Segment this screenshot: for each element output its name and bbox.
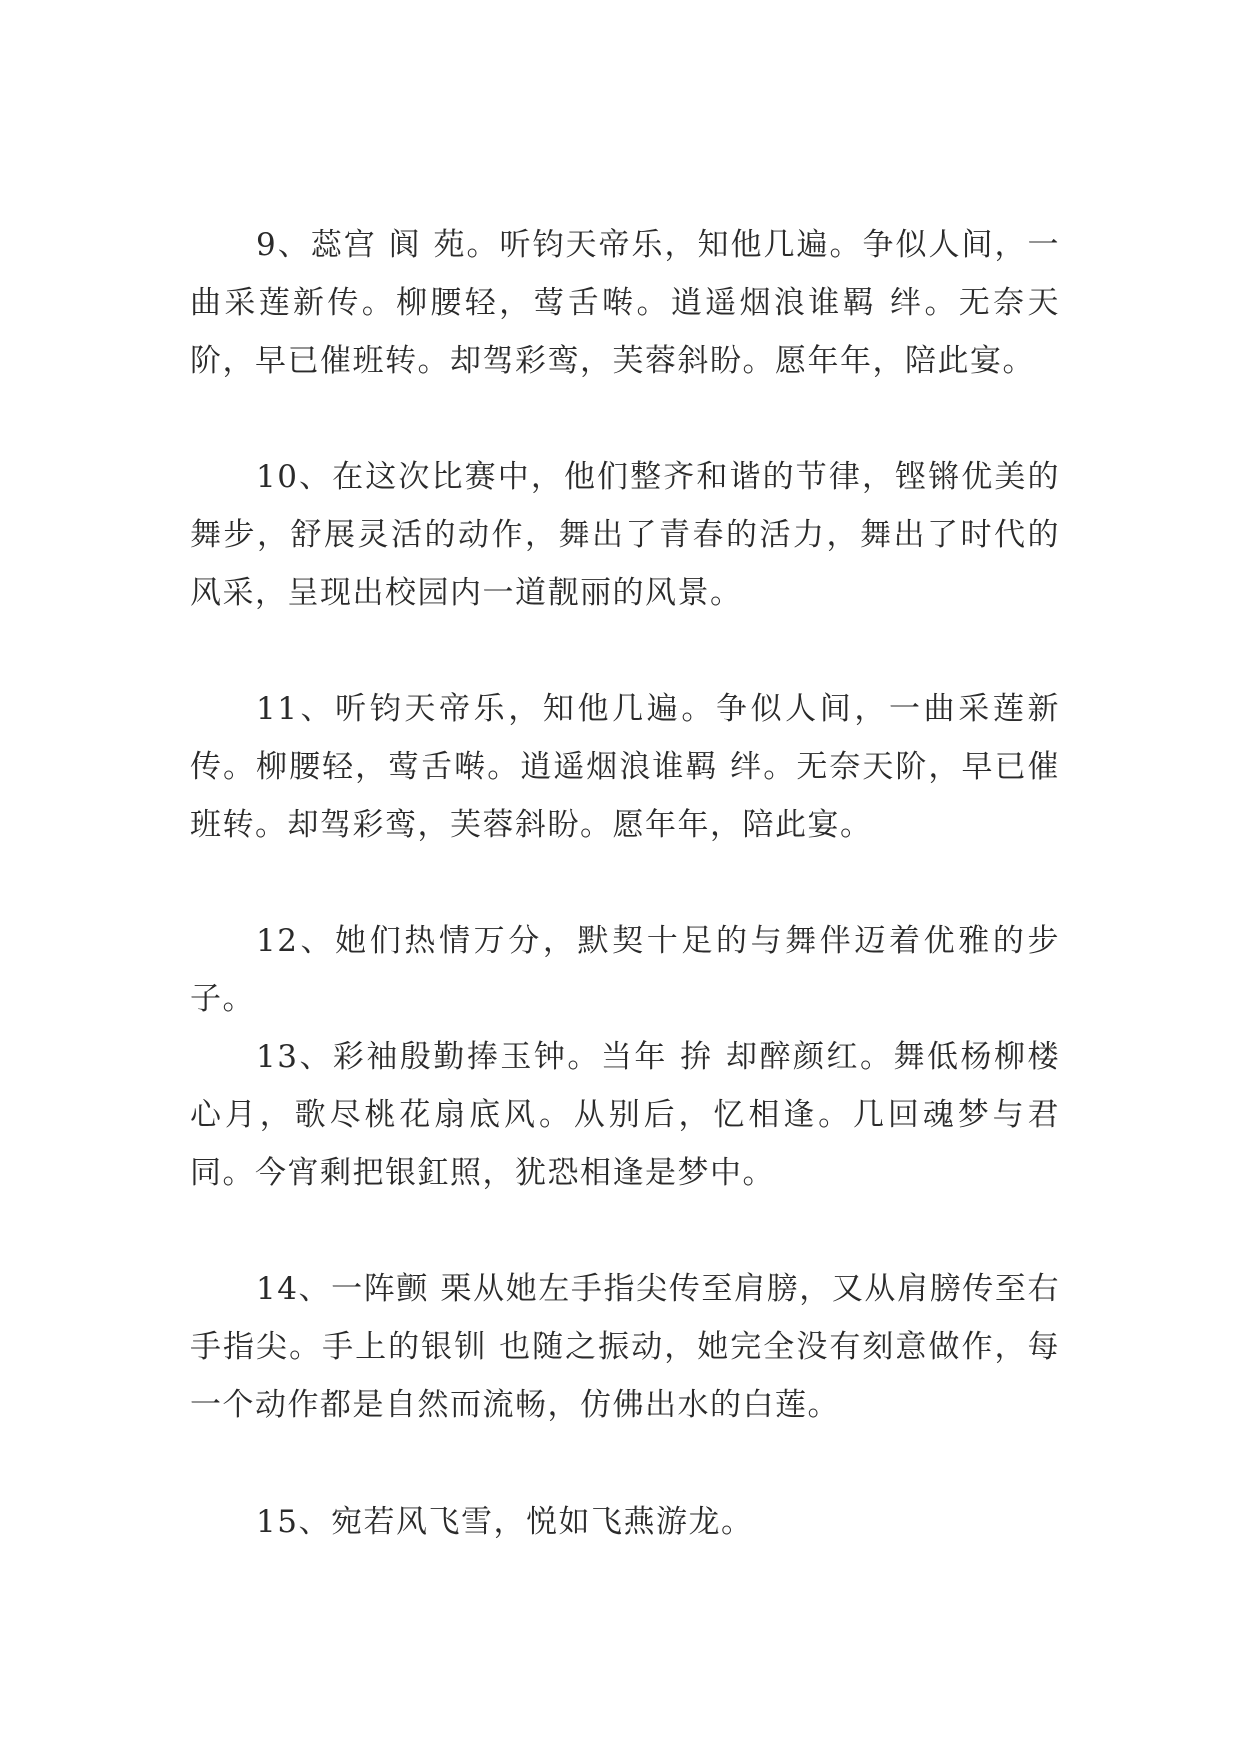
paragraph-11: 11、听钧天帝乐，知他几遍。争似人间，一曲采莲新传。柳腰轻，莺舌啭。逍遥烟浪谁羁 绊。无奈天阶，早已催班转。却驾彩鸾，芙蓉斜盼。愿年年，陪此宴。 [190,691,1060,843]
paragraph-12: 12、她们热情万分，默契十足的与舞伴迈着优雅的步子。 [190,923,1060,1017]
paragraph-15: 15、宛若风飞雪，悦如飞燕游龙。 [256,1504,754,1540]
paragraph-10: 10、在这次比赛中，他们整齐和谐的节律，铿锵优美的舞步，舒展灵活的动作，舞出了青春的活力，舞出了时代的风采，呈现出校园内一道靓丽的风景。 [190,459,1060,611]
paragraph-13: 13、彩袖殷勤捧玉钟。当年 拚 却醉颜红。舞低杨柳楼心月，歌尽桃花扇底风。从别后，忆相逢。几回魂梦与君同。今宵剩把银釭照，犹恐相逢是梦中。 [190,1039,1060,1191]
paragraph-9: 9、蕊宫 阆 苑。听钧天帝乐，知他几遍。争似人间，一曲采莲新传。柳腰轻，莺舌啭。逍遥烟浪谁羁 绊。无奈天阶，早已催班转。却驾彩鸾，芙蓉斜盼。愿年年，陪此宴。 [190,227,1060,379]
paragraph-14: 14、一阵颤 栗从她左手指尖传至肩膀，又从肩膀传至右手指尖。手上的银钏 也随之振动，她完全没有刻意做作，每一个动作都是自然而流畅，仿佛出水的白莲。 [190,1271,1060,1423]
